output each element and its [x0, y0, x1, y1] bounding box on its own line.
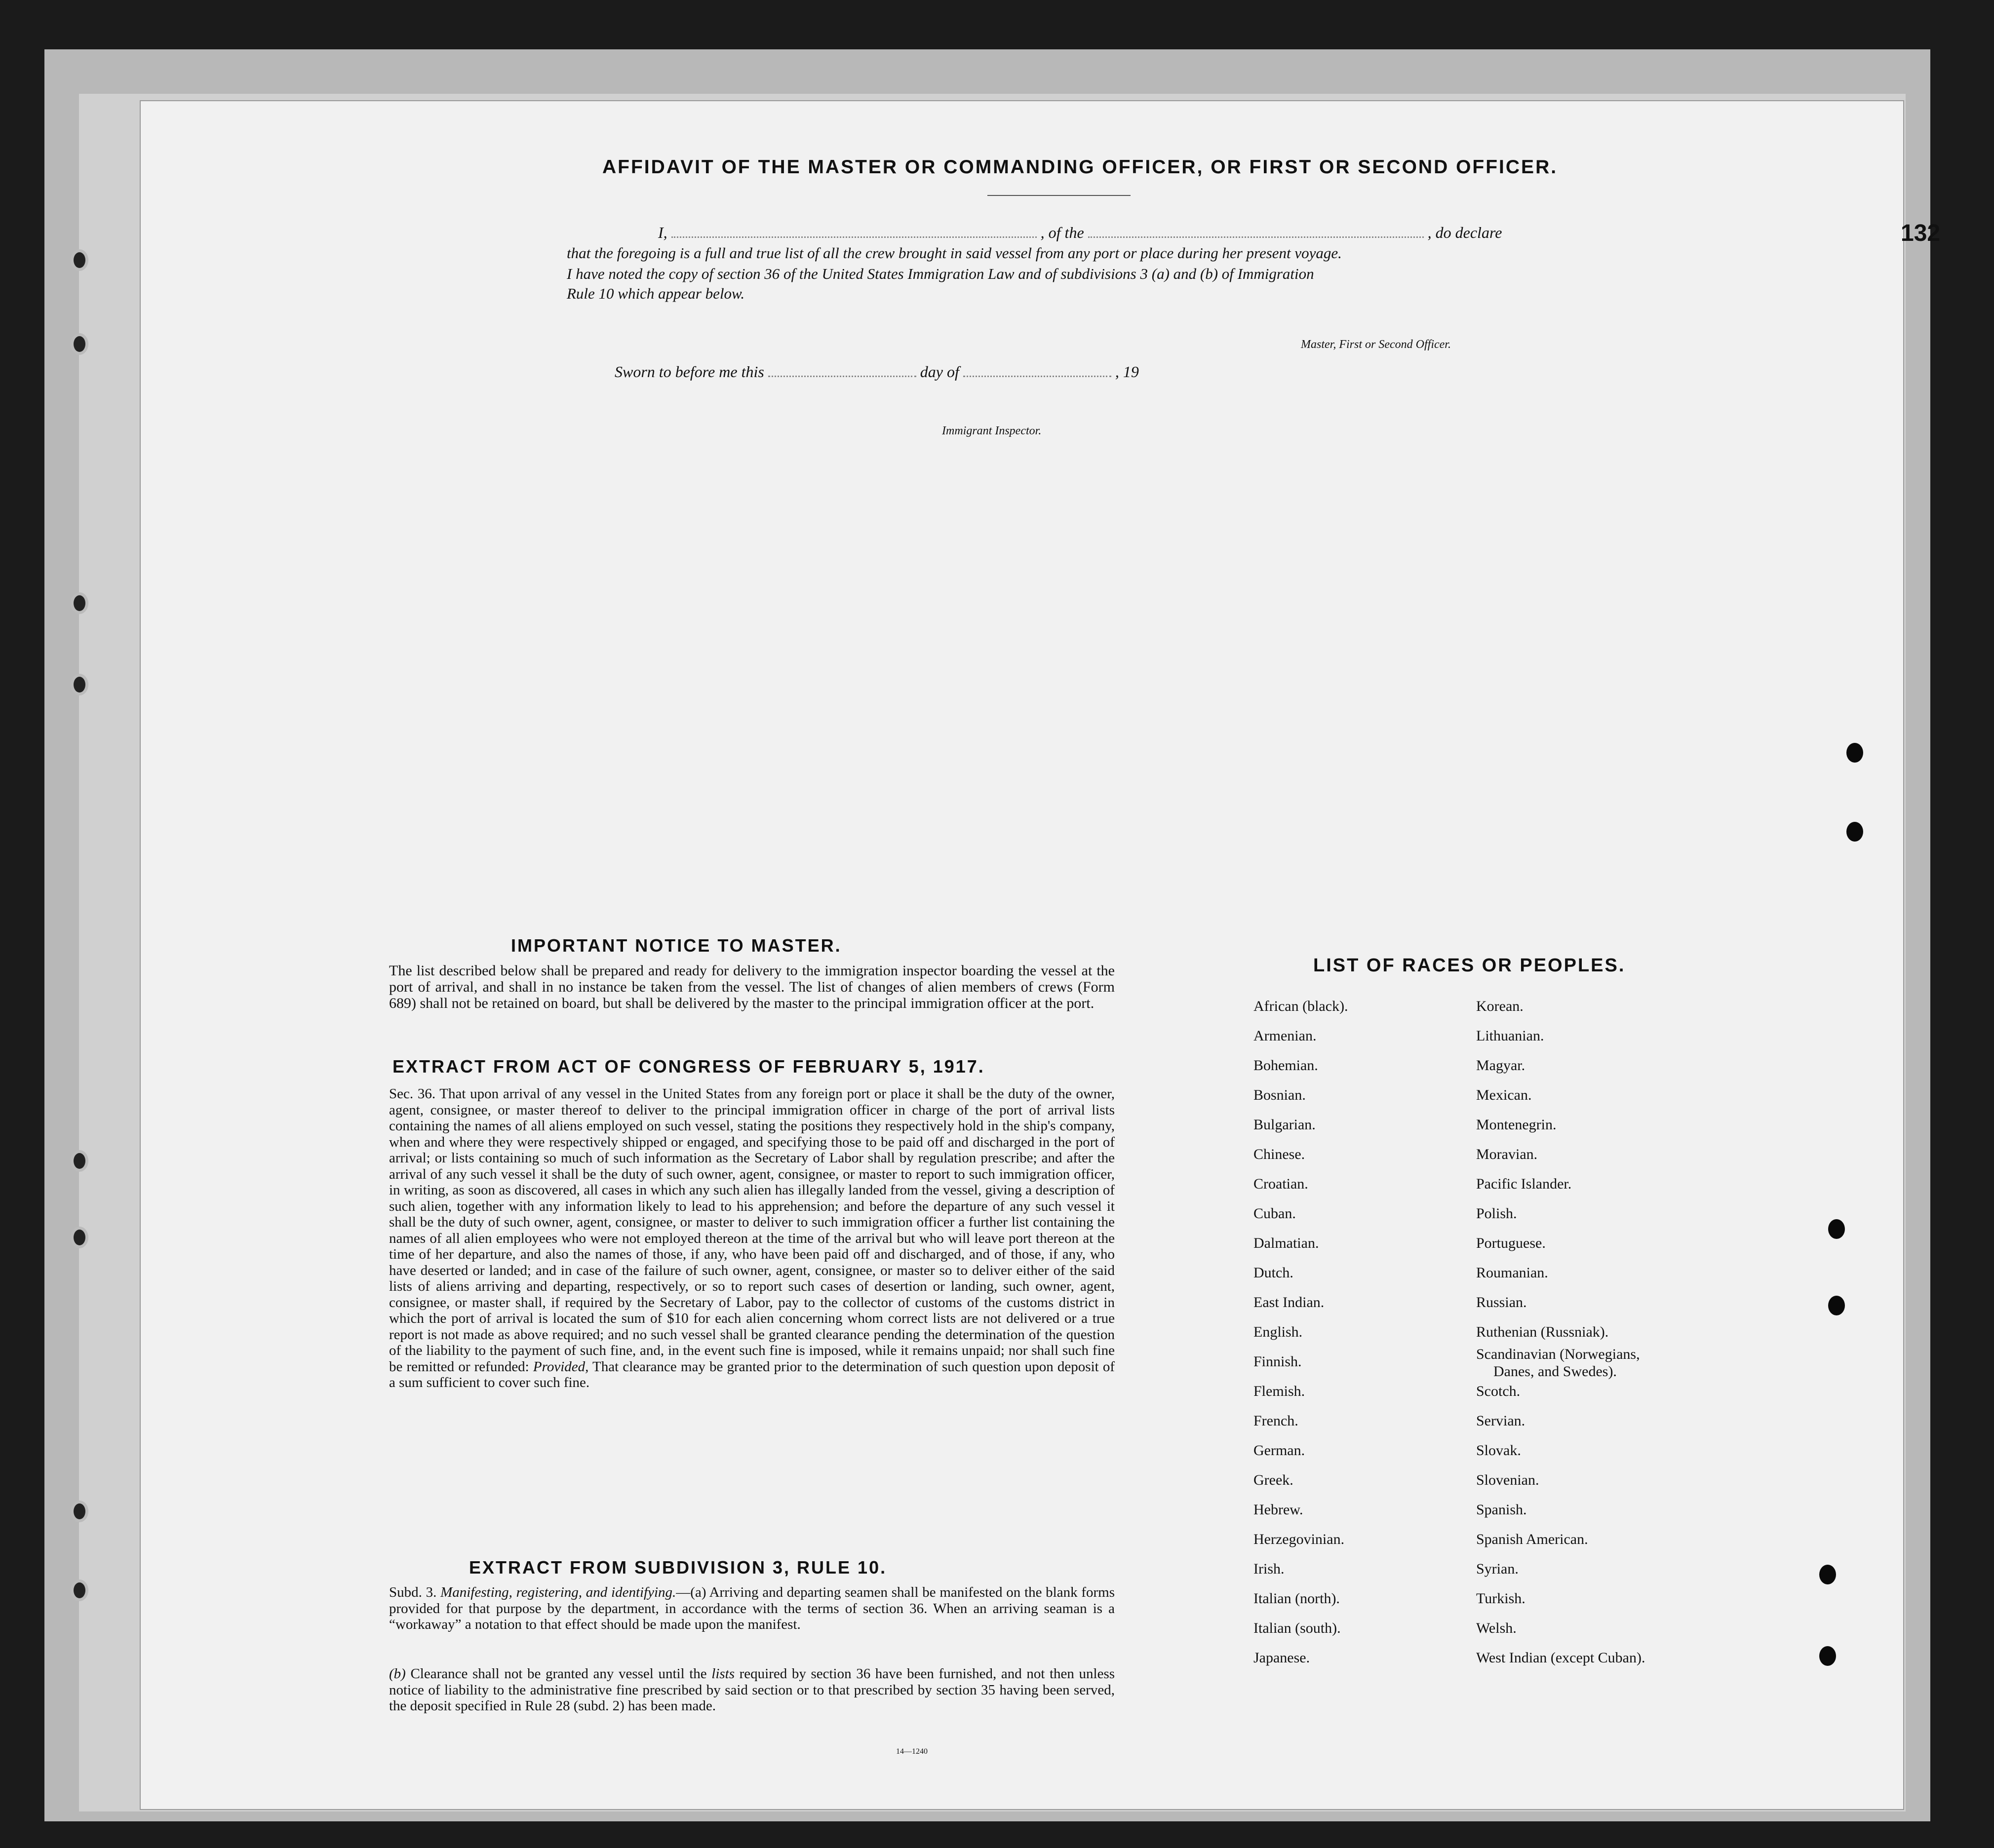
binder-hole: [71, 1501, 88, 1522]
affidavit-line-2: that the foregoing is a full and true list of all the crew brought in said vessel from any port or place during her present voyage.: [567, 244, 1342, 262]
race-right-item: Turkish.: [1476, 1590, 1525, 1607]
race-left-item: Italian (north).: [1253, 1590, 1340, 1607]
binder-hole: [71, 249, 88, 271]
binder-hole: [71, 333, 88, 355]
punch-hole: [1819, 1565, 1836, 1584]
act-extract-title: EXTRACT FROM ACT OF CONGRESS OF FEBRUARY 5, 1917.: [392, 1056, 985, 1077]
affidavit-title: AFFIDAVIT OF THE MASTER OR COMMANDING OFFICER, OR FIRST OR SECOND OFFICER.: [602, 156, 1558, 178]
race-right-item: Servian.: [1476, 1413, 1525, 1429]
rule-para-a: [389, 1584, 1115, 1633]
race-right-item: Scotch.: [1476, 1383, 1521, 1399]
race-left-item: Cuban.: [1253, 1205, 1296, 1222]
para-b-label: (b): [389, 1666, 406, 1682]
binder-hole: [71, 674, 88, 695]
race-right-item: Polish.: [1476, 1205, 1517, 1222]
affidavit-i: I,: [658, 224, 667, 241]
race-left-item: English.: [1253, 1324, 1303, 1340]
affidavit-line-1: [658, 224, 1502, 242]
race-left-item: French.: [1253, 1413, 1298, 1429]
notice-body: The list described below shall be prepared and ready for delivery to the immigration inspector boarding the vessel at the port of arrival, and shall in no instance be taken from the vessel. The list of changes of alien members of crews (Form 689) shall not be retained on board, but shall be delivered by the master to the principal immigration officer at the port.: [389, 962, 1115, 1011]
race-left-item: Herzegovinian.: [1253, 1531, 1345, 1547]
race-right-item: Slovenian.: [1476, 1472, 1539, 1488]
punch-hole: [1846, 743, 1863, 763]
binder-hole: [71, 1227, 88, 1248]
provided-word: Provided,: [533, 1358, 589, 1375]
affidavit-line-3: I have noted the copy of section 36 of the United States Immigration Law and of subdivisions 3 (a) and (b) of Immigration: [567, 265, 1314, 282]
punch-hole: [1819, 1646, 1836, 1666]
section-label: Sec. 36.: [389, 1086, 436, 1102]
race-left-item: Dutch.: [1253, 1265, 1293, 1281]
race-right-item: West Indian (except Cuban).: [1476, 1650, 1645, 1666]
race-left-item: Armenian.: [1253, 1028, 1317, 1044]
binder-hole: [71, 1150, 88, 1172]
race-right-item: Spanish American.: [1476, 1531, 1588, 1547]
para-b-lists: lists: [711, 1666, 735, 1682]
race-right-item: Spanish.: [1476, 1502, 1527, 1518]
manifest-page: [141, 101, 1941, 1809]
sworn-text: Sworn to before me this: [615, 363, 764, 381]
race-right-item: Magyar.: [1476, 1057, 1525, 1074]
month-blank: [963, 376, 1111, 377]
race-left-item: Flemish.: [1253, 1383, 1305, 1399]
race-right-item: Danes, and Swedes).: [1493, 1363, 1617, 1380]
races-title: LIST OF RACES OR PEOPLES.: [1313, 955, 1626, 976]
para-b-pre: Clearance shall not be granted any vessel until the: [410, 1666, 707, 1682]
affidavit-line-4: Rule 10 which appear below.: [567, 285, 745, 302]
race-left-item: Italian (south).: [1253, 1620, 1341, 1636]
inspector-label: Immigrant Inspector.: [942, 424, 1042, 437]
race-right-item: Roumanian.: [1476, 1265, 1548, 1281]
affidavit-of-the: , of the: [1040, 224, 1084, 241]
race-left-item: African (black).: [1253, 998, 1348, 1014]
notice-title: IMPORTANT NOTICE TO MASTER.: [511, 935, 842, 956]
race-left-item: Bohemian.: [1253, 1057, 1318, 1074]
name-blank: [671, 236, 1037, 238]
race-left-item: Hebrew.: [1253, 1502, 1303, 1518]
race-right-item: Korean.: [1476, 998, 1524, 1014]
para-b-post: required by section 36 have been furnished, and not then unless notice of liability to the administrative fine prescribed by said section or to that prescribed by section 35 having been served, the deposit specified in Rule 28 (subd. 2) has been made.: [389, 1666, 1115, 1714]
race-left-item: German.: [1253, 1442, 1305, 1459]
race-right-item: Slovak.: [1476, 1442, 1521, 1459]
race-right-item: Lithuanian.: [1476, 1028, 1544, 1044]
race-right-item: Ruthenian (Russniak).: [1476, 1324, 1609, 1340]
day-blank: [768, 376, 916, 377]
race-right-item: Scandinavian (Norwegians,: [1476, 1346, 1640, 1362]
race-left-item: Finnish.: [1253, 1353, 1302, 1370]
race-right-item: Pacific Islander.: [1476, 1176, 1572, 1192]
race-right-item: Mexican.: [1476, 1087, 1532, 1103]
binder-hole: [71, 592, 88, 614]
race-left-item: Croatian.: [1253, 1176, 1308, 1192]
sworn-line: [615, 363, 1139, 381]
race-left-item: Bosnian.: [1253, 1087, 1306, 1103]
race-left-item: Greek.: [1253, 1472, 1293, 1488]
rule-extract-title: EXTRACT FROM SUBDIVISION 3, RULE 10.: [469, 1557, 887, 1578]
punch-hole: [1846, 822, 1863, 842]
act-extract-body: [389, 1086, 1115, 1391]
page-number: 132: [1901, 220, 1941, 246]
race-right-item: Welsh.: [1476, 1620, 1517, 1636]
vessel-blank: [1088, 236, 1424, 238]
section-text: That upon arrival of any vessel in the United States from any foreign port or place it shall be the duty of the owner, agent, consignee, or master thereof to deliver to the principal immigration officer in charge of the port of arrival lists containing the names of all aliens employed on such vessel, stating the positions they respectively hold in the ship's company, when and where they were respectively shipped or engaged, and specifying those to be paid off and discharged in the port of arrival; or lists containing so much of such information as the Secretary of Labor shall by regulation prescribe; and after the arrival of any such vessel it shall be the duty of such owner, agent, consignee, or master to report to such immigration officer, in writing, as soon as discovered, all cases in which any such alien has illegally landed from the vessel, giving a description of such alien, together with any information likely to lead to his apprehension; and before the departure of any such vessel it shall be the duty of such owner, agent, consignee, or master to deliver to such immigration officer a further list containing the names of all alien employees who were not employed thereon at the time of the arrival but who will leave port thereon at the time of her departure, and also the names of those, if any, who have been paid off and discharged, and of those, if any, who have deserted or landed; and in case of the failure of such owner, agent, consignee, or master so to deliver either of the said lists of aliens arriving and departing, respectively, or so to report such cases of desertion or landing, such owner, agent, consignee, or master shall, if required by the Secretary of Labor, pay to the collector of customs of the customs district in which the port of arrival is located the sum of $10 for each alien concerning whom correct lists are not delivered or a true report is not made as above required; and no such vessel shall be granted clearance pending the determination of the question of the liability to the payment of such fine, and, in the event such fine is imposed, while it remains unpaid; nor shall such fine be remitted or refunded:: [389, 1086, 1115, 1375]
rule-para-b: [389, 1666, 1115, 1714]
day-of: day of: [920, 363, 959, 381]
form-number: 14—1240: [896, 1747, 928, 1756]
race-right-item: Syrian.: [1476, 1561, 1519, 1577]
master-signature-label: Master, First or Second Officer.: [1301, 338, 1451, 351]
race-right-item: Portuguese.: [1476, 1235, 1546, 1251]
section-text-end: That clearance may be granted prior to the determination of such question upon deposit of a sum sufficient to cover such fine.: [389, 1358, 1115, 1390]
affidavit-declare: , do declare: [1427, 224, 1502, 241]
year-prefix: , 19: [1115, 363, 1139, 381]
race-left-item: Irish.: [1253, 1561, 1285, 1577]
subd-para-a: —(a) Arriving and departing seamen shall be manifested on the blank forms provided for that purpose by the department, in accordance with the terms of section 36. When an arriving seaman is a “workaway” a notation to that effect should be made upon the manifest.: [389, 1584, 1115, 1632]
binder-hole: [71, 1579, 88, 1601]
race-left-item: Bulgarian.: [1253, 1116, 1316, 1133]
punch-hole: [1828, 1219, 1845, 1239]
subd-label: Subd. 3.: [389, 1584, 437, 1600]
punch-hole: [1828, 1296, 1845, 1315]
title-underline: [987, 195, 1131, 196]
race-left-item: Dalmatian.: [1253, 1235, 1319, 1251]
race-right-item: Montenegrin.: [1476, 1116, 1557, 1133]
race-left-item: Chinese.: [1253, 1146, 1305, 1162]
subd-heading: Manifesting, registering, and identifying.: [440, 1584, 676, 1600]
race-left-item: East Indian.: [1253, 1294, 1325, 1310]
race-right-item: Moravian.: [1476, 1146, 1538, 1162]
race-right-item: Russian.: [1476, 1294, 1527, 1310]
race-left-item: Japanese.: [1253, 1650, 1310, 1666]
